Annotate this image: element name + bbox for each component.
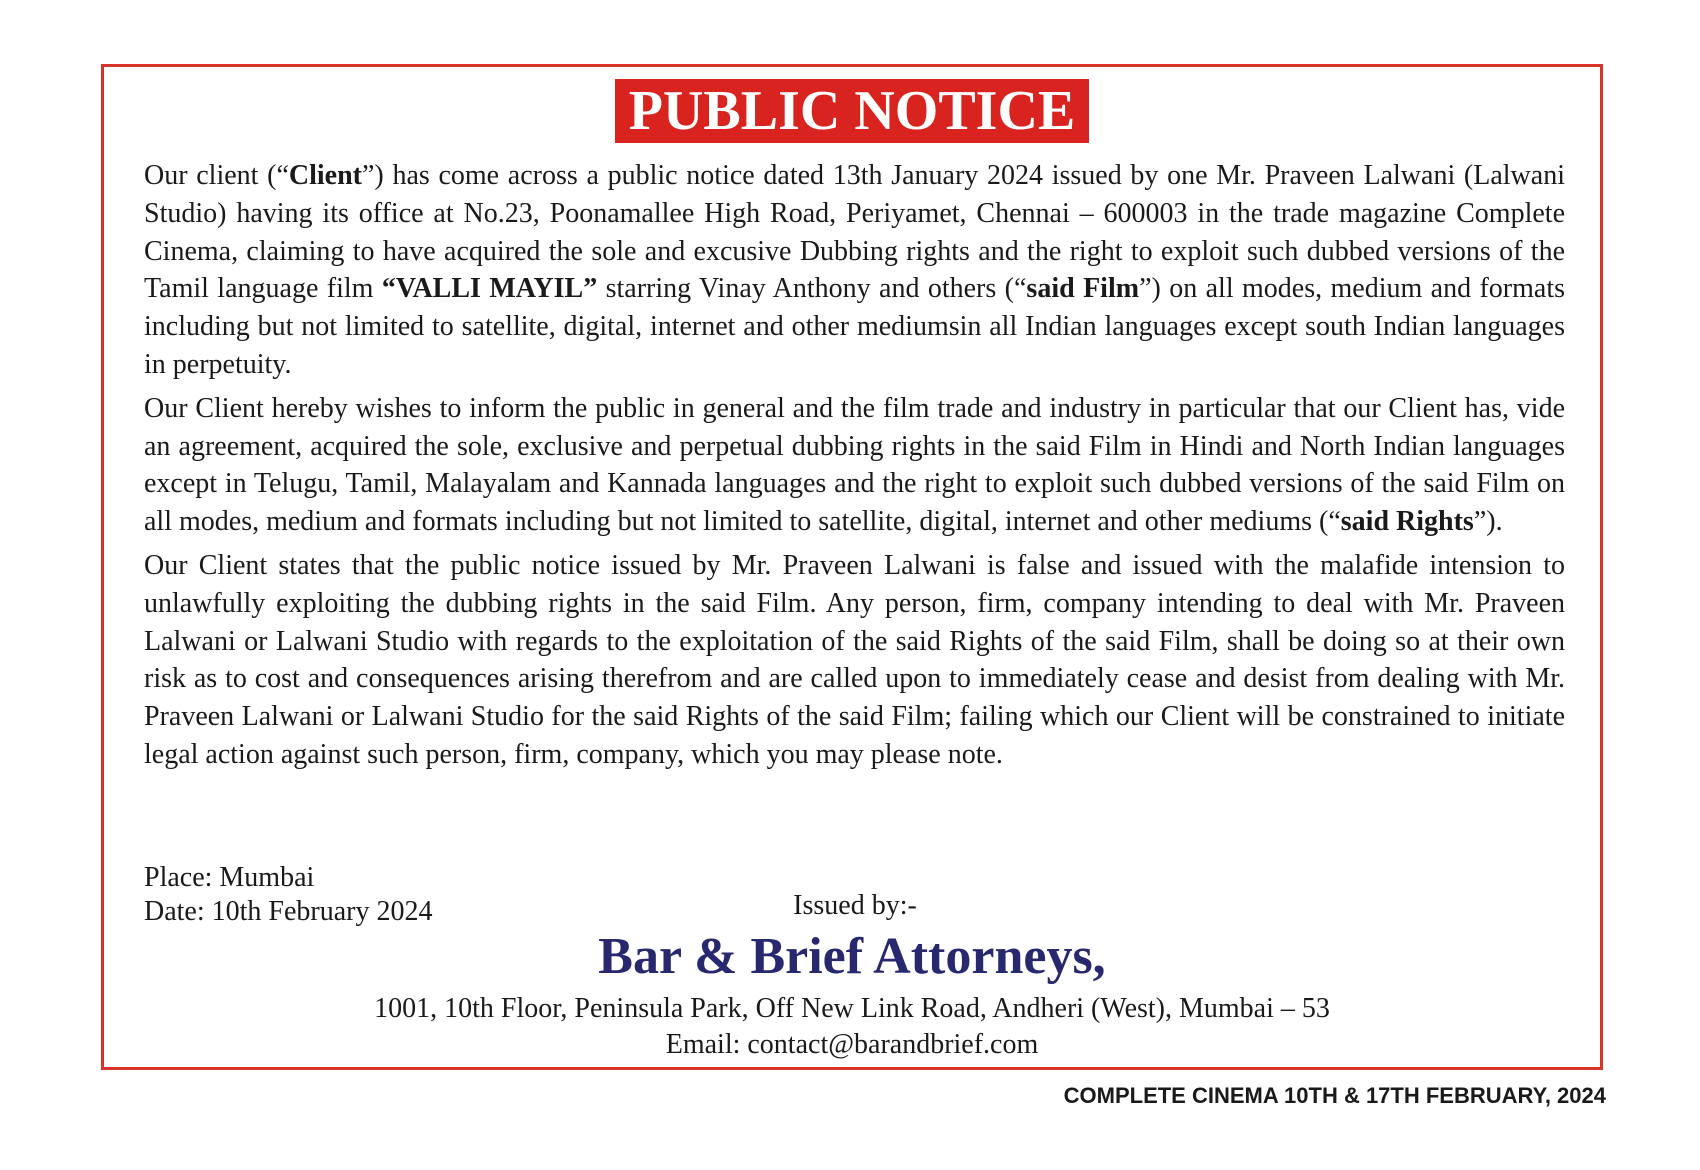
- bold-term: said Rights: [1340, 506, 1474, 538]
- date-text: Date: 10th February 2024: [144, 896, 433, 927]
- bold-term: said Film: [1026, 273, 1140, 305]
- notice-title: PUBLIC NOTICE: [615, 79, 1090, 143]
- firm-name: Bar & Brief Attorneys,: [598, 928, 1106, 985]
- publication-footer: COMPLETE CINEMA 10TH & 17TH FEBRUARY, 2024: [1063, 1083, 1606, 1108]
- title-wrap: [104, 79, 1600, 143]
- place-text: Place: Mumbai: [144, 862, 315, 893]
- paragraph-text: starring Vinay Anthony and others (“: [597, 273, 1027, 305]
- paragraph-text: Our Client states that the public notice issued by Mr. Praveen Lalwani is false and issued with the malafide intension to unlawfully exploiting the dubbing rights in the said Film. Any person, firm, company intending to deal with Mr. Praveen Lalwani or Lalwani Studio with regards to the exploitation of the said Rights of the said Film, shall be doing so at their own risk as to cost and consequences arising therefrom and are called upon to immediately cease and desist from dealing with Mr. Praveen Lalwani or Lalwani Studio for the said Rights of the said Film; failing which our Client will be constrained to initiate legal action against such person, firm, company, which you may please note.: [144, 549, 1565, 770]
- paragraph-text: Our Client hereby wishes to inform the public in general and the film trade and industry in particular that our Client has, vide an agreement, acquired the sole, exclusive and perpetual dubbing rights in the said Film in Hindi and North Indian languages except in Telugu, Tamil, Malayalam and Kannada languages and the right to exploit such dubbed versions of the said Film on all modes, medium and formats including but not limited to satellite, digital, internet and other mediums (“: [144, 392, 1565, 538]
- paragraph-3: [144, 547, 1565, 774]
- paragraph-2: [144, 390, 1565, 541]
- paragraph-text: ”) has come across a public notice dated 13th January 2024 issued by one Mr. Praveen Lalwani (Lalwani Studio) having its office at No.23, Poonamallee High Road, Periyamet, Chennai – 600003 in the trade magazine Complete Cinema, claiming to have acquired the sole and excusive Dubbing rights and the right to exploit such dubbed versions of the Tamil language film: [144, 160, 1565, 305]
- issued-by-block: [104, 889, 1600, 923]
- notice-box: [101, 64, 1603, 1070]
- firm-address: 1001, 10th Floor, Peninsula Park, Off New Link Road, Andheri (West), Mumbai – 53: [374, 993, 1330, 1024]
- issued-by-text: Issued by:-: [793, 890, 917, 921]
- firm-email: Email: contact@barandbrief.com: [665, 1029, 1039, 1060]
- bold-term: “VALLI MAYIL”: [381, 273, 598, 305]
- bold-term: Client: [288, 160, 362, 191]
- paragraph-text: Our client (“: [144, 160, 289, 191]
- notice-body: [144, 157, 1565, 780]
- paragraph-1: [144, 157, 1565, 384]
- paragraph-text: ”) on all modes, medium and formats including but not limited to satellite, digital, internet and other mediumsin all Indian languages except south Indian languages in perpetuity.: [144, 273, 1566, 380]
- paragraph-text: ”).: [1473, 506, 1503, 538]
